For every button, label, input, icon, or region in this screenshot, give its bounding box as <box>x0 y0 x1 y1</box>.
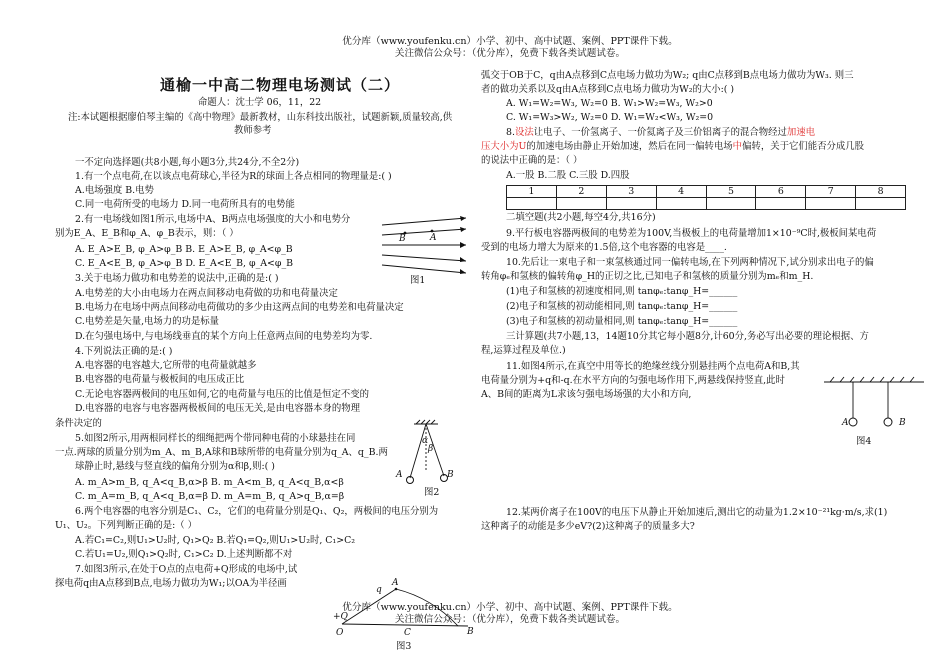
left-line-11: B.电场力在电场中两点间移动电荷做功的多少由这两点间的电势差和电荷量决定 <box>75 302 404 313</box>
q7-continued-line-4: C. W₁=W₃>W₂, W₂=0 D. W₁=W₂<W₃, W₂=0 <box>506 112 714 123</box>
fig3-label-a: A <box>392 578 399 588</box>
fig3-label-plus-q: +Q <box>333 612 348 622</box>
q7-continued-line-2: 者的做功关系以及q由A点移到C点电场力做功为W₂的大小:( ) <box>481 84 735 95</box>
left-line-30: 探电荷q由A点移到B点,电场力做功为W₁;以OA为半径画 <box>55 578 287 589</box>
right-line-7: (2)电子和氢核的初动能相同,则 tanφₑ:tanφ_H=______ <box>506 301 738 312</box>
answer-cell-5[interactable] <box>706 198 756 210</box>
answer-cell-4[interactable] <box>656 198 706 210</box>
left-line-26: U₁、U₂。下列判断正确的是:（ ） <box>55 520 197 531</box>
answer-header-4: 4 <box>656 186 706 198</box>
question-8-options: A.一股 B.二股 C.三股 D.四股 <box>506 170 630 181</box>
fig3-label-q: q <box>376 585 382 595</box>
answer-header-8: 8 <box>856 186 906 198</box>
left-line-21: 一点.两球的质量分别为m_A、m_B,A球和B球所带的电荷量分别为q_A、q_B.两 <box>55 447 388 458</box>
left-line-6: 别为E_A、E_B和φ_A、φ_B表示，则：（ ） <box>55 228 239 239</box>
fig1-label-b: B <box>399 234 406 244</box>
question-8-line-1 <box>506 127 815 139</box>
right-line-6: (1)电子和氢核的初速度相同,则 tanφₑ:tanφ_H=______ <box>506 286 738 297</box>
q8-red-3: 压大小为U <box>481 141 527 152</box>
fig2-label-beta: β <box>428 444 434 454</box>
fig2-caption: 图2 <box>424 487 440 498</box>
right-line-3: 受到的电场力增大为原来的1.5倍,这个电容器的电容是____. <box>481 242 727 253</box>
left-line-7: A. E_A>E_B, φ_A>φ_B B. E_A>E_B, φ_A<φ_B <box>75 244 293 255</box>
left-line-17: C.无论电容器两极间的电压如何,它的电荷量与电压的比值是恒定不变的 <box>75 389 370 400</box>
fig2-label-alpha: α <box>422 436 429 446</box>
q8-num: 8. <box>506 127 515 138</box>
left-line-10: A.电势差的大小由电场力在两点间移动电荷做的功和电荷量决定 <box>75 288 338 299</box>
figure-2 <box>396 420 456 492</box>
fig3-caption: 图3 <box>396 641 412 652</box>
left-line-5: 2.有一电场线如图1所示,电场中A、B两点电场强度的大小和电势分 <box>75 214 351 225</box>
left-line-8: C. E_A<E_B, φ_A>φ_B D. E_A<E_B, φ_A<φ_B <box>75 258 294 269</box>
left-line-15: A.电容器的电容越大,它所带的电荷量就越多 <box>75 360 257 371</box>
q8-red-2: 加速电 <box>786 127 815 138</box>
q8-text-2: 的加速电场由静止开始加速，然后在同一偏转电场 <box>526 141 733 152</box>
answer-header-2: 2 <box>556 186 606 198</box>
answer-header-3: 3 <box>606 186 656 198</box>
left-line-22: 球静止时,悬线与竖直线的偏角分别为α和β,则:( ) <box>75 461 275 472</box>
answer-cell-7[interactable] <box>806 198 856 210</box>
left-line-23: A. m_A>m_B, q_A<q_B,α>β B. m_A<m_B, q_A<q_B,α<β <box>75 477 344 488</box>
q8-text-1: 让电子、一价氢离子、一价氦离子及三价铝离子的混合物经过 <box>533 127 787 138</box>
answer-cell-8[interactable] <box>856 198 906 210</box>
question-8-line-3: 的说法中正确的是：（ ） <box>481 155 583 166</box>
question-12-line-1: 12.某两价离子在100V的电压下从静止开始加速后,测出它的动量为1.2×10⁻²¹kg·m/s,求(1) <box>506 507 888 518</box>
page-title: 通榆一中高二物理电场测试（二） <box>160 76 401 94</box>
footer-line-2: 关注微信公众号：（优分库），免费下载各类试题试卷。 <box>394 614 626 625</box>
right-line-1: 二填空题(共2小题,每空4分,共16分) <box>506 212 656 223</box>
answer-header-6: 6 <box>756 186 806 198</box>
footer-line-1: 优分库（www.youfenku.cn）小学、初中、高中试题、案例、PPT课件下载。 <box>342 602 678 613</box>
q8-red-1: 设法 <box>514 127 534 138</box>
left-line-1: 一不定向选择题(共8小题,每小题3分,共24分,不全2分) <box>75 157 300 168</box>
fig1-label-a: A <box>430 233 437 243</box>
right-line-11: 11.如图4所示,在真空中用等长的绝缘丝线分别悬挂两个点电荷A和B,其 <box>506 361 800 372</box>
fig4-caption: 图4 <box>856 436 872 447</box>
author-line: 命题人：沈士学 06，11，22 <box>198 97 322 108</box>
left-line-4: C.同一电荷所受的电场力 D.同一电荷所具有的电势能 <box>75 199 295 210</box>
right-line-8: (3)电子和氢核的初动量相同,则 tanφₑ:tanφ_H=______ <box>506 316 738 327</box>
answer-cell-3[interactable] <box>606 198 656 210</box>
right-line-13: A、B间的距离为L求该匀强电场场强的大小和方向, <box>481 389 692 400</box>
left-line-16: B.电容器的电荷量与极板间的电压成正比 <box>75 374 245 385</box>
right-line-9: 三计算题(共7小题,13，14题10分其它每小题8分,计60分,务必写出必要的理论根据、方 <box>506 331 869 342</box>
q8-red-4: 中 <box>732 141 743 152</box>
fig1-caption: 图1 <box>410 275 426 286</box>
left-line-25: 6.两个电容器的电容分别是C₁、C₂，它们的电荷量分别是Q₁、Q₂，两极间的电压分别为 <box>75 506 439 517</box>
right-line-5: 转角φₑ和氢核的偏转角φ_H的正切之比,已知电子和氢核的质量分别为mₑ和m_H. <box>481 271 814 282</box>
header-line-2: 关注微信公众号：（优分库），免费下载各类试题试卷。 <box>394 48 626 59</box>
right-line-2: 9.平行板电容器两极间的电势差为100V,当极板上的电荷量增加1×10⁻⁹C时,极板间某电荷 <box>506 228 877 239</box>
left-line-19: 条件决定的 <box>55 418 102 429</box>
question-12-line-2: 这种离子的动能是多少eV?(2)这种离子的质量多大? <box>481 521 695 532</box>
answer-header-1: 1 <box>507 186 557 198</box>
note-line-1: 注:本试题根据廖伯琴主编的《高中物理》最新教材，山东科技出版社，试题新颖,质量较高,供 <box>68 112 453 123</box>
fig2-label-a: A <box>396 470 403 480</box>
left-line-18: D.电容器的电容与电容器两极板间的电压无关,是由电容器本身的物理 <box>75 403 361 414</box>
left-line-3: A.电场强度 B.电势 <box>75 185 154 196</box>
question-8-line-2 <box>481 141 864 153</box>
fig3-label-b: B <box>467 627 474 637</box>
fig3-label-o: O <box>336 628 344 638</box>
left-line-14: 4.下列说法正确的是:( ) <box>75 346 173 357</box>
left-line-2: 1.有一个点电荷,在以该点电荷球心,半径为R的球面上各点相同的物理量是:( ) <box>75 171 392 182</box>
left-line-12: C.电势差是矢量,电场力的功是标量 <box>75 316 220 327</box>
figure-1 <box>380 215 470 275</box>
right-line-12: 电荷量分别为+q和-q.在水平方向的匀强电场作用下,两悬线保持竖直,此时 <box>481 375 785 386</box>
fig4-label-b: B <box>899 418 906 428</box>
left-line-24: C. m_A=m_B, q_A<q_B,α=β D. m_A=m_B, q_A>q_B,α=β <box>75 491 345 502</box>
answer-table <box>506 185 906 210</box>
left-line-13: D.在匀强电场中,与电场线垂直的某个方向上任意两点间的电势差均为零. <box>75 331 373 342</box>
answer-cell-6[interactable] <box>756 198 806 210</box>
left-line-28: C.若U₁=U₂,则Q₁>Q₂时, C₁>C₂ D.上述判断都不对 <box>75 549 293 560</box>
answer-cell-1[interactable] <box>507 198 557 210</box>
answer-header-5: 5 <box>706 186 756 198</box>
left-line-29: 7.如图3所示,在处于O点的点电荷+Q形成的电场中,试 <box>75 564 298 575</box>
fig2-label-b: B <box>447 470 454 480</box>
q8-text-3: 偏转，关于它们能否分成几股 <box>742 141 864 152</box>
left-line-27: A.若C₁=C₂,则U₁>U₂时, Q₁>Q₂ B.若Q₁=Q₂,则U₁>U₂时, C₁>C₂ <box>75 535 356 546</box>
header-line-1: 优分库（www.youfenku.cn）小学、初中、高中试题、案例、PPT课件下载。 <box>342 36 678 47</box>
figure-3 <box>336 586 472 630</box>
q7-continued-line-3: A. W₁=W₂=W₃, W₂=0 B. W₁>W₂=W₃, W₂>0 <box>506 98 713 109</box>
fig3-label-c: C <box>404 628 411 638</box>
q7-continued-line-1: 弧交于OB于C，q由A点移到C点电场力做功为W₂; q由C点移到B点电场力做功为W₃. 则三 <box>481 70 854 81</box>
left-line-20: 5.如图2所示,用两根同样长的细绳把两个带同种电荷的小球悬挂在同 <box>75 433 356 444</box>
right-line-4: 10.先后让一束电子和一束氢核通过同一偏转电场,在下列两种情况下,试分别求出电子的偏 <box>506 257 874 268</box>
note-line-2: 教师参考 <box>234 125 272 136</box>
right-line-10: 程,运算过程及单位.) <box>481 345 566 356</box>
fig4-label-a: A <box>842 418 849 428</box>
answer-header-7: 7 <box>806 186 856 198</box>
figure-4 <box>820 380 930 430</box>
answer-cell-2[interactable] <box>556 198 606 210</box>
left-line-9: 3.关于电场力做功和电势差的说法中,正确的是:( ) <box>75 273 279 284</box>
